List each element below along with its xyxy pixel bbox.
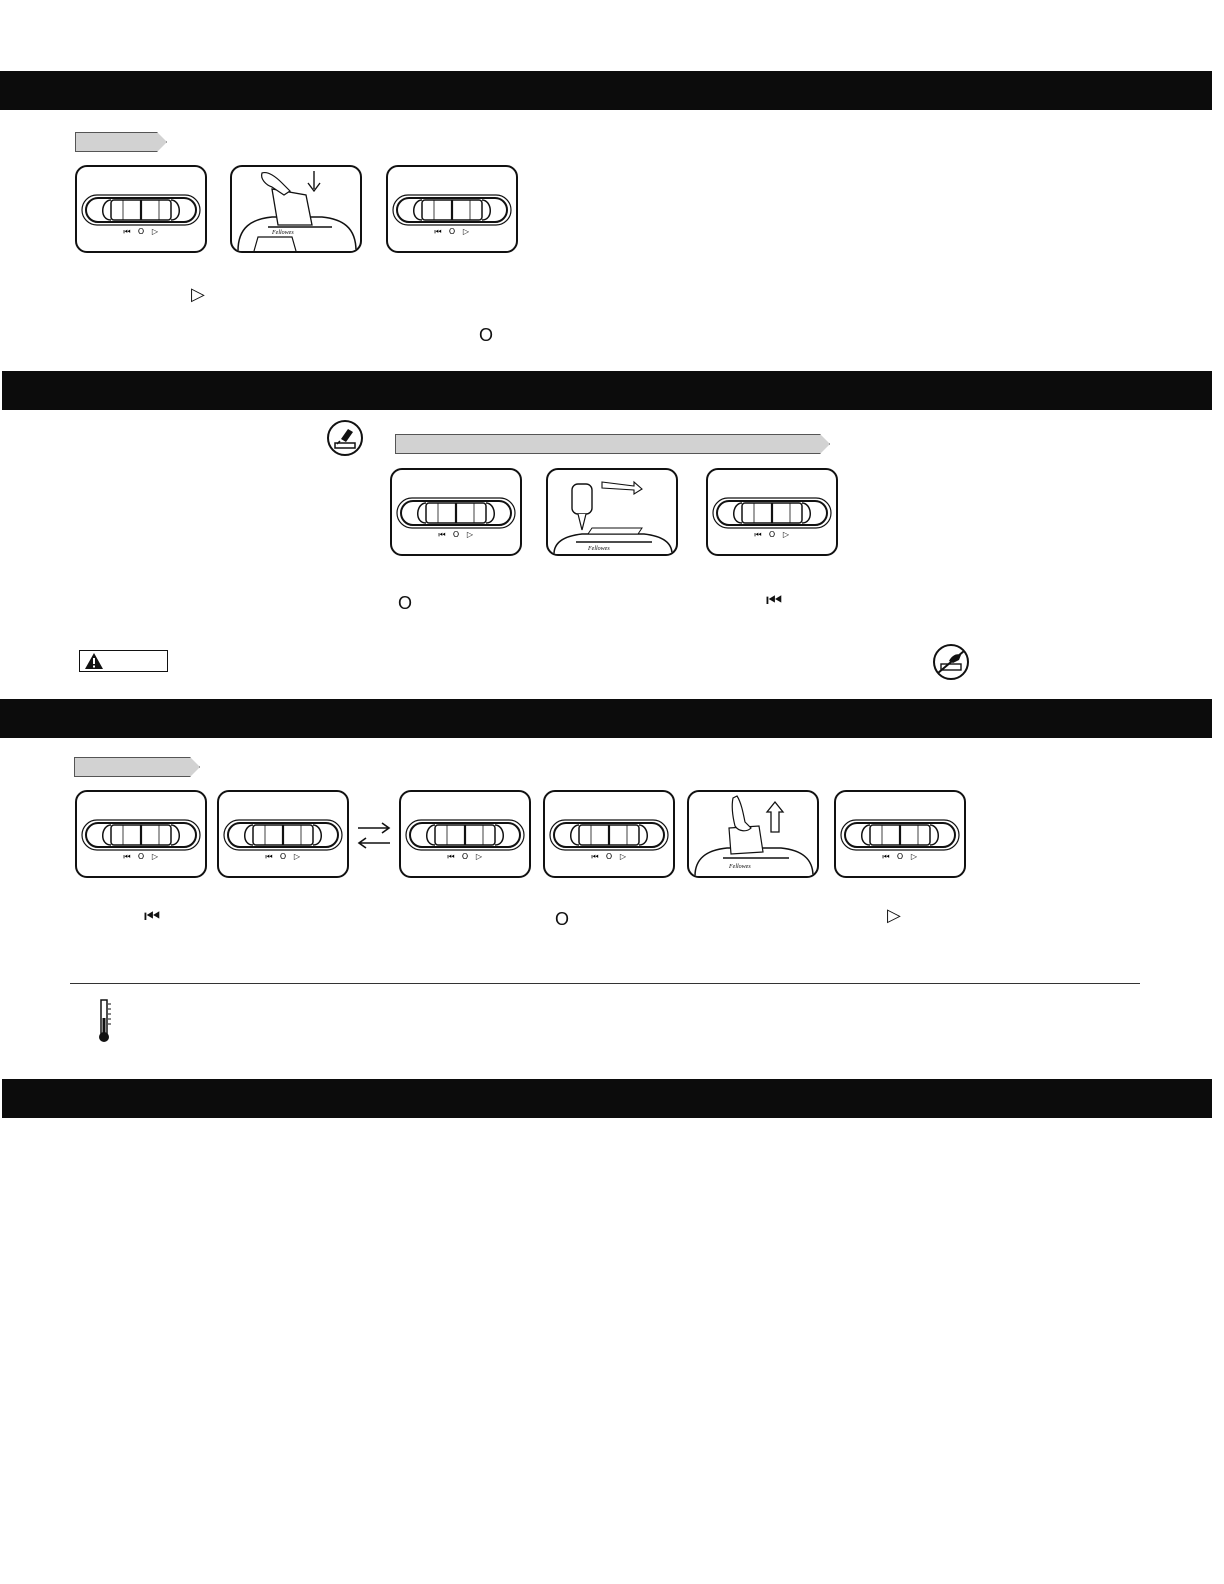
thermometer-icon: [96, 998, 112, 1049]
reverse-position-label: ⏮: [447, 852, 455, 861]
off-icon: O: [479, 325, 494, 345]
off-position-label: O: [448, 227, 456, 236]
off-position-label: O: [461, 852, 469, 861]
no-hands-icon: [932, 643, 970, 686]
section-bar-4: [2, 1079, 1212, 1118]
step-arrow-tag: [74, 757, 200, 777]
section-bar-3: [0, 699, 1212, 738]
off-position-label: O: [279, 852, 287, 861]
reverse-position-label: ⏮: [123, 227, 131, 236]
section-bar-1: [0, 71, 1212, 110]
off-position-label: O: [896, 852, 904, 861]
switch-panel: [834, 790, 966, 878]
off-icon: O: [398, 593, 413, 613]
oil-application-illustration: [546, 468, 678, 556]
forward-icon: ▷: [887, 905, 901, 925]
off-position-label: O: [452, 530, 460, 539]
reverse-position-label: ⏮: [882, 852, 890, 861]
brand-logo: Fellowes: [588, 546, 610, 552]
oil-can-icon: [326, 419, 364, 462]
caution-box: [79, 650, 168, 672]
forward-position-label: ▷: [151, 227, 159, 236]
alternate-arrows-icon: [356, 820, 392, 855]
shredder-feed-illustration: [230, 165, 362, 253]
forward-position-label: ▷: [293, 852, 301, 861]
reverse-position-label: ⏮: [434, 227, 442, 236]
forward-position-label: ▷: [619, 852, 627, 861]
reverse-icon: ⏮: [766, 590, 783, 610]
reverse-position-label: ⏮: [265, 852, 273, 861]
paper-removal-illustration: [687, 790, 819, 878]
brand-logo: Fellowes: [272, 230, 294, 236]
switch-panel: [217, 790, 349, 878]
forward-position-label: ▷: [151, 852, 159, 861]
switch-panel: [386, 165, 518, 253]
reverse-position-label: ⏮: [438, 530, 446, 539]
reverse-position-label: ⏮: [123, 852, 131, 861]
brand-logo: Fellowes: [729, 864, 751, 870]
switch-panel: [706, 468, 838, 556]
forward-position-label: ▷: [466, 530, 474, 539]
off-position-label: O: [137, 852, 145, 861]
switch-panel: [390, 468, 522, 556]
divider: [70, 983, 1140, 984]
caution-triangle-icon: [84, 652, 104, 670]
off-position-label: O: [768, 530, 776, 539]
forward-position-label: ▷: [910, 852, 918, 861]
off-position-label: O: [605, 852, 613, 861]
forward-icon: ▷: [191, 284, 205, 304]
switch-panel: [543, 790, 675, 878]
forward-position-label: ▷: [462, 227, 470, 236]
step-arrow-tag: [75, 132, 167, 152]
switch-panel: [399, 790, 531, 878]
section-bar-2: [2, 371, 1212, 410]
reverse-position-label: ⏮: [754, 530, 762, 539]
reverse-icon: ⏮: [144, 906, 161, 926]
forward-position-label: ▷: [475, 852, 483, 861]
step-arrow-tag: [395, 434, 830, 454]
forward-position-label: ▷: [782, 530, 790, 539]
off-icon: O: [555, 909, 570, 929]
reverse-position-label: ⏮: [591, 852, 599, 861]
switch-panel: [75, 790, 207, 878]
switch-panel: [75, 165, 207, 253]
off-position-label: O: [137, 227, 145, 236]
